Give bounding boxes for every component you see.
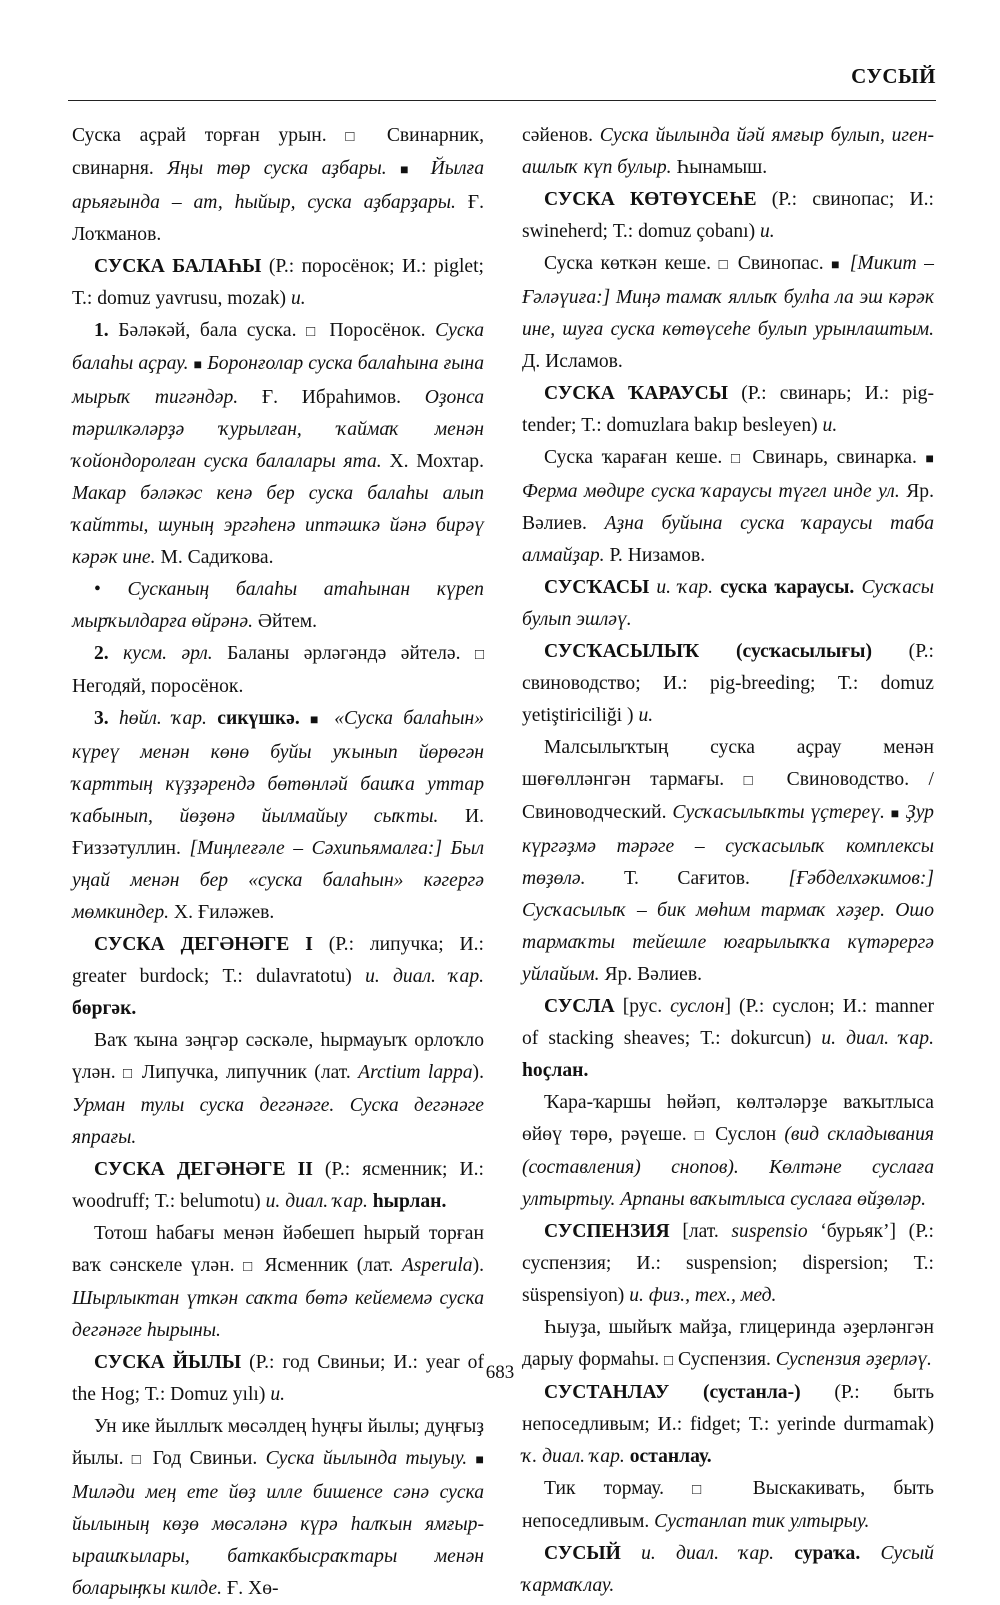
- dictionary-entry: СУСКА КӨТӨҮСЕҺЕ (Р.: свинопас; И.: swineherd; Т.: domuz çobanı) и.: [522, 189, 934, 242]
- headword: СУСПЕНЗИЯ: [544, 1221, 670, 1242]
- entry-paragraph: Суска аҫрай торған урын. □ Свинарник, свинарня. Яңы төр суска аҙбары. ■ Йылға арьяғында – ат, һыйыр, суска аҙбарҙары. Ғ. Лоҡманов.: [72, 125, 485, 245]
- dictionary-entry: СУСЛА [рус. суслон] (Р.: суслон; И.: manner of stacking sheaves; Т.: dokurcun) и. диал. ҡар. һоҫлан.: [522, 996, 934, 1081]
- entry-paragraph: сәйенов. Суска йылында йәй ямғыр булып, иген-ашлыҡ күп булыр. Һынамыш.: [522, 125, 934, 178]
- dictionary-entry: СУСКА ҠАРАУСЫ (Р.: свинарь; И.: pig-tender; Т.: domuzlara bakıp besleyen) и.: [522, 383, 934, 436]
- dictionary-entry: СУСКА ЙЫЛЫ (Р.: год Свиньи; И.: year of the Hog; Т.: Domuz yılı) и.: [72, 1352, 484, 1405]
- definition-paragraph: Ваҡ ҡына зәңгәр сәскәле, һырмауыҡ орлоҡло үлән. □ Липучка, липучник (лат. Arctium lappa). Урман тулы суска дегәнәге. Суска дегәнәге япрағы.: [72, 1030, 484, 1148]
- page-header: [68, 60, 936, 101]
- definition-paragraph: Ҡара-ҡаршы һөйәп, көлтәләрҙе ваҡытлыса өйөү төрө, рәүеше. □ Суслон (вид складывания (составления) снопов). Көлтәне суслаға ултыртыу. Арпаны ваҡытлыса суслаға өйҙөләр.: [522, 1092, 935, 1210]
- definition-paragraph: Тик тормау. □ Выскакивать, быть непоседливым. Сустанлап тик ултырыу.: [522, 1478, 934, 1532]
- headword: СУСТАНЛАУ: [544, 1382, 670, 1403]
- headword: СУСКА ДЕГӘНӘГЕ II: [94, 1159, 313, 1180]
- sense-paragraph: 1. Бәләкәй, бала суска. □ Поросёнок. Суска балаһы аҫрау. ■ Боронғолар суска балаһына ғына мырыҡ тигәндәр. Ғ. Ибраһимов. Оҙонса тәрилкәләрҙә ҡурылған, ҡаймаҡ менән ҡойондоролған суска балалары ята. Х. Мохтар. Макар бәләкәс кенә бер суска балаһы алып ҡайтты, шуның эргәһенә иптәшкә йәнә бирәү кәрәк ине. М. Садиҡова.: [72, 320, 484, 568]
- headword: СУСЛА: [544, 996, 615, 1017]
- dictionary-entry: СУСЫЙ и. диал. ҡар. сураҡа. Сусый ҡармаҡлау.: [522, 1543, 934, 1596]
- sense-paragraph: 2. кусм. әрл. Баланы әрләгәндә әйтелә. □ Негодяй, поросёнок.: [72, 643, 484, 697]
- dictionary-entry: СУСПЕНЗИЯ [лат. suspensio ‘бурьяк’] (Р.: суспензия; И.: suspension; dispersion; Т.: süspensiyon) и. физ., тех., мед.: [522, 1221, 934, 1306]
- sense-paragraph: 3. һөйл. ҡар. сикүшкә. ■ «Суска балаһын» күреү менән көнө буйы уҡынып йөрөгән ҡарттың күҙҙәрендә бөтөнләй башҡа уттар ҡабынып, йөҙөнә йылмайыу сыҡты. И. Ғиззәтуллин. [Миңлеғәле – Сәхипьямалға:] Был уңай менән бер «суска балаһын» кәгергә мөмкиндер. Х. Ғиләжев.: [72, 708, 485, 923]
- headword: СУСКА ҠАРАУСЫ: [544, 383, 729, 404]
- dictionary-entry: СУСҠАСЫ и. ҡар. суска ҡараусы. Сусҡасы булып эшләү.: [522, 577, 934, 630]
- headword: СУСҠАСЫ: [544, 577, 650, 598]
- headword: СУСКА ЙЫЛЫ: [94, 1352, 242, 1373]
- definition-paragraph: Тотош һабағы менән йәбешеп һырый торған ваҡ сәнскеле үлән. □ Ясменник (лат. Asperula). Шырлыктан үткән саҡта бөтә кейемемә суска дегәнәге һырыны.: [72, 1223, 484, 1341]
- headword: СУСКА КӨТӨҮСЕҺЕ: [544, 189, 757, 210]
- headword: СУСКА ДЕГӘНӘГЕ I: [94, 934, 313, 955]
- headword: СУСКА БАЛАҺЫ: [94, 256, 262, 277]
- headword: СУСЫЙ: [544, 1543, 621, 1564]
- dictionary-entry: СУСКА БАЛАҺЫ (Р.: поросёнок; И.: piglet; Т.: domuz yavrusu, mozak) и.: [72, 256, 484, 309]
- dictionary-entry: СУСКА ДЕГӘНӘГЕ II (Р.: ясменник; И.: woodruff; Т.: belumotu) и. диал. ҡар. һырлан.: [72, 1159, 484, 1212]
- definition-paragraph: Һыуҙа, шыйыҡ майҙа, глицеринда әҙерләнгән дарыу формаһы. □ Суспензия. Суспензия әҙерләү.: [522, 1317, 934, 1370]
- dictionary-entry: СУСКА ДЕГӘНӘГЕ I (Р.: липучка; И.: greater burdock; Т.: dulavratotu) и. диал. ҡар. бөргәк.: [72, 934, 485, 1019]
- dictionary-entry: СУСҠАСЫЛЫҠ (сусҡасылығы) (Р.: свиноводство; И.: pig-breeding; Т.: domuz yetiştiriciliği ) и.: [522, 641, 934, 726]
- headword: СУСҠАСЫЛЫҠ: [544, 641, 700, 662]
- dictionary-entry: СУСТАНЛАУ (сустанла-) (Р.: быть непоседливым; И.: fidget; Т.: yerinde durmamak) ҡ. диал. ҡар. останлау.: [522, 1382, 934, 1467]
- page-number: 683: [485, 1362, 515, 1383]
- definition-paragraph: Малсылыҡтың суска аҫрау менән шөғөлләнгән тармағы. □ Свиноводство. / Свиноводческий. Сусҡасылыҡты үҫтереү. ■ Ҙур күргәҙмә тәрәге – сусҡасылыҡ комплексы төҙөлә. Т. Сағитов. [Ғәбделхәкимов:] Сусҡасылыҡ – бик мөһим тармаҡ хәҙер. Ошо тармаҡты тейешле юғарылыҡҡа күтәрергә уйлайым. Яр. Вәлиев.: [522, 737, 934, 985]
- definition-paragraph: Ун ике йыллыҡ мөсәлдең һуңғы йылы; дуңғыҙ йылы. □ Год Свиньи. Суска йылында тыуыу. ■ Миләди мең ете йөҙ илле бишенсе сәнә суска йылының көҙө мөсәләнә күрә һалҡын ямғыр-ырашҡылары, баткакбысраҡтары менән боларыңҡы килде. Ғ. Хө-: [72, 1416, 484, 1599]
- definition-paragraph: Суска көткән кеше. □ Свинопас. ■ [Микит – Ғәләүиға:] Миңә тамаҡ яллыҡ булһа ла эш кәрәк ине, шуға суска көтөүсеһе булып урынлаштым. Д. Исламов.: [522, 253, 934, 372]
- running-head: СУСЫЙ: [851, 64, 936, 88]
- definition-paragraph: Суска ҡараған кеше. □ Свинарь, свинарка. ■ Ферма мөдире суска ҡараусы түгел инде ул. Яр. Вәлиев. Аҙна буйына суска ҡараусы таба алмайҙар. Р. Низамов.: [522, 447, 935, 566]
- proverb-paragraph: • Сусканың балаһы атаһынан күреп мырҡылдарға өйрәнә. Әйтем.: [72, 579, 484, 632]
